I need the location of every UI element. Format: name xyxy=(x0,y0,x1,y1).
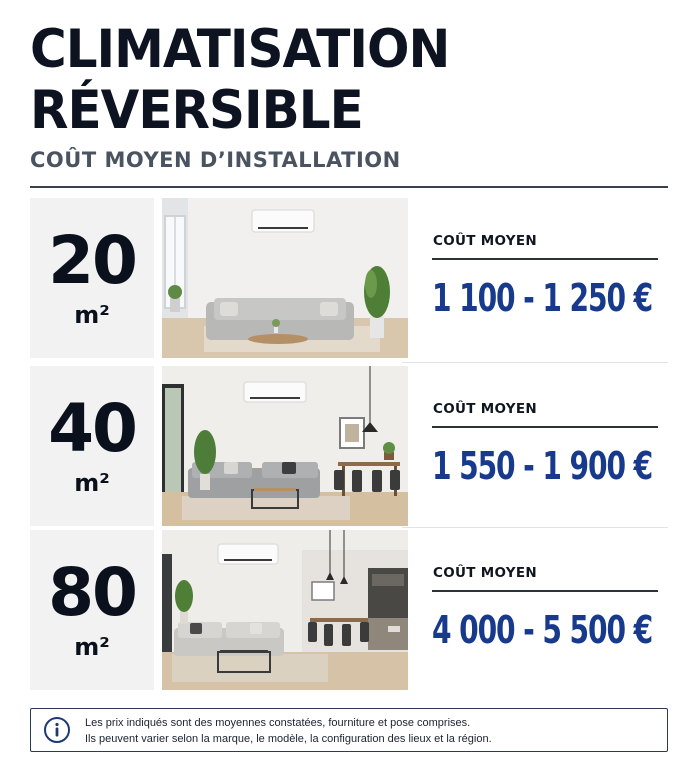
cost-divider xyxy=(432,590,658,592)
cost-label: COÛT MOYEN xyxy=(433,401,537,417)
title-line-1: CLIMATISATION xyxy=(30,18,450,80)
cost-panel xyxy=(432,366,668,526)
row-separator xyxy=(402,362,668,363)
price-disclaimer xyxy=(30,708,668,752)
area-value: 80 xyxy=(48,554,136,631)
row-separator xyxy=(402,527,668,528)
area-unit: m² xyxy=(74,301,110,329)
disclaimer-line-1: Les prix indiqués sont des moyennes constatées, fourniture et pose comprises. xyxy=(85,717,471,729)
page-subtitle: COÛT MOYEN D’INSTALLATION xyxy=(30,148,401,172)
cost-divider xyxy=(432,426,658,428)
page-title xyxy=(30,18,670,141)
area-value: 40 xyxy=(48,390,136,467)
cost-label: COÛT MOYEN xyxy=(433,565,537,581)
cost-panel xyxy=(432,198,668,358)
header-divider xyxy=(30,186,668,188)
title-line-2: RÉVERSIBLE xyxy=(30,79,363,141)
area-value: 20 xyxy=(48,222,136,299)
area-unit: m² xyxy=(74,633,110,661)
info-icon xyxy=(43,716,71,744)
price-row-80 xyxy=(30,530,670,690)
room-photo-small xyxy=(162,198,408,358)
area-panel xyxy=(30,366,154,526)
disclaimer-line-2: Ils peuvent varier selon la marque, le modèle, la configuration des lieux et la région. xyxy=(85,733,492,745)
area-panel xyxy=(30,530,154,690)
cost-divider xyxy=(432,258,658,260)
room-photo-large xyxy=(162,530,408,690)
disclaimer-text xyxy=(85,715,655,747)
room-photo-medium xyxy=(162,366,408,526)
area-unit: m² xyxy=(74,469,110,497)
cost-label: COÛT MOYEN xyxy=(433,233,537,249)
price-row-40 xyxy=(30,366,670,526)
price-row-20 xyxy=(30,198,670,358)
cost-range: 1 550 - 1 900 € xyxy=(432,444,653,488)
cost-panel xyxy=(432,530,668,690)
area-panel xyxy=(30,198,154,358)
cost-range: 4 000 - 5 500 € xyxy=(432,608,653,652)
cost-range: 1 100 - 1 250 € xyxy=(432,276,653,320)
